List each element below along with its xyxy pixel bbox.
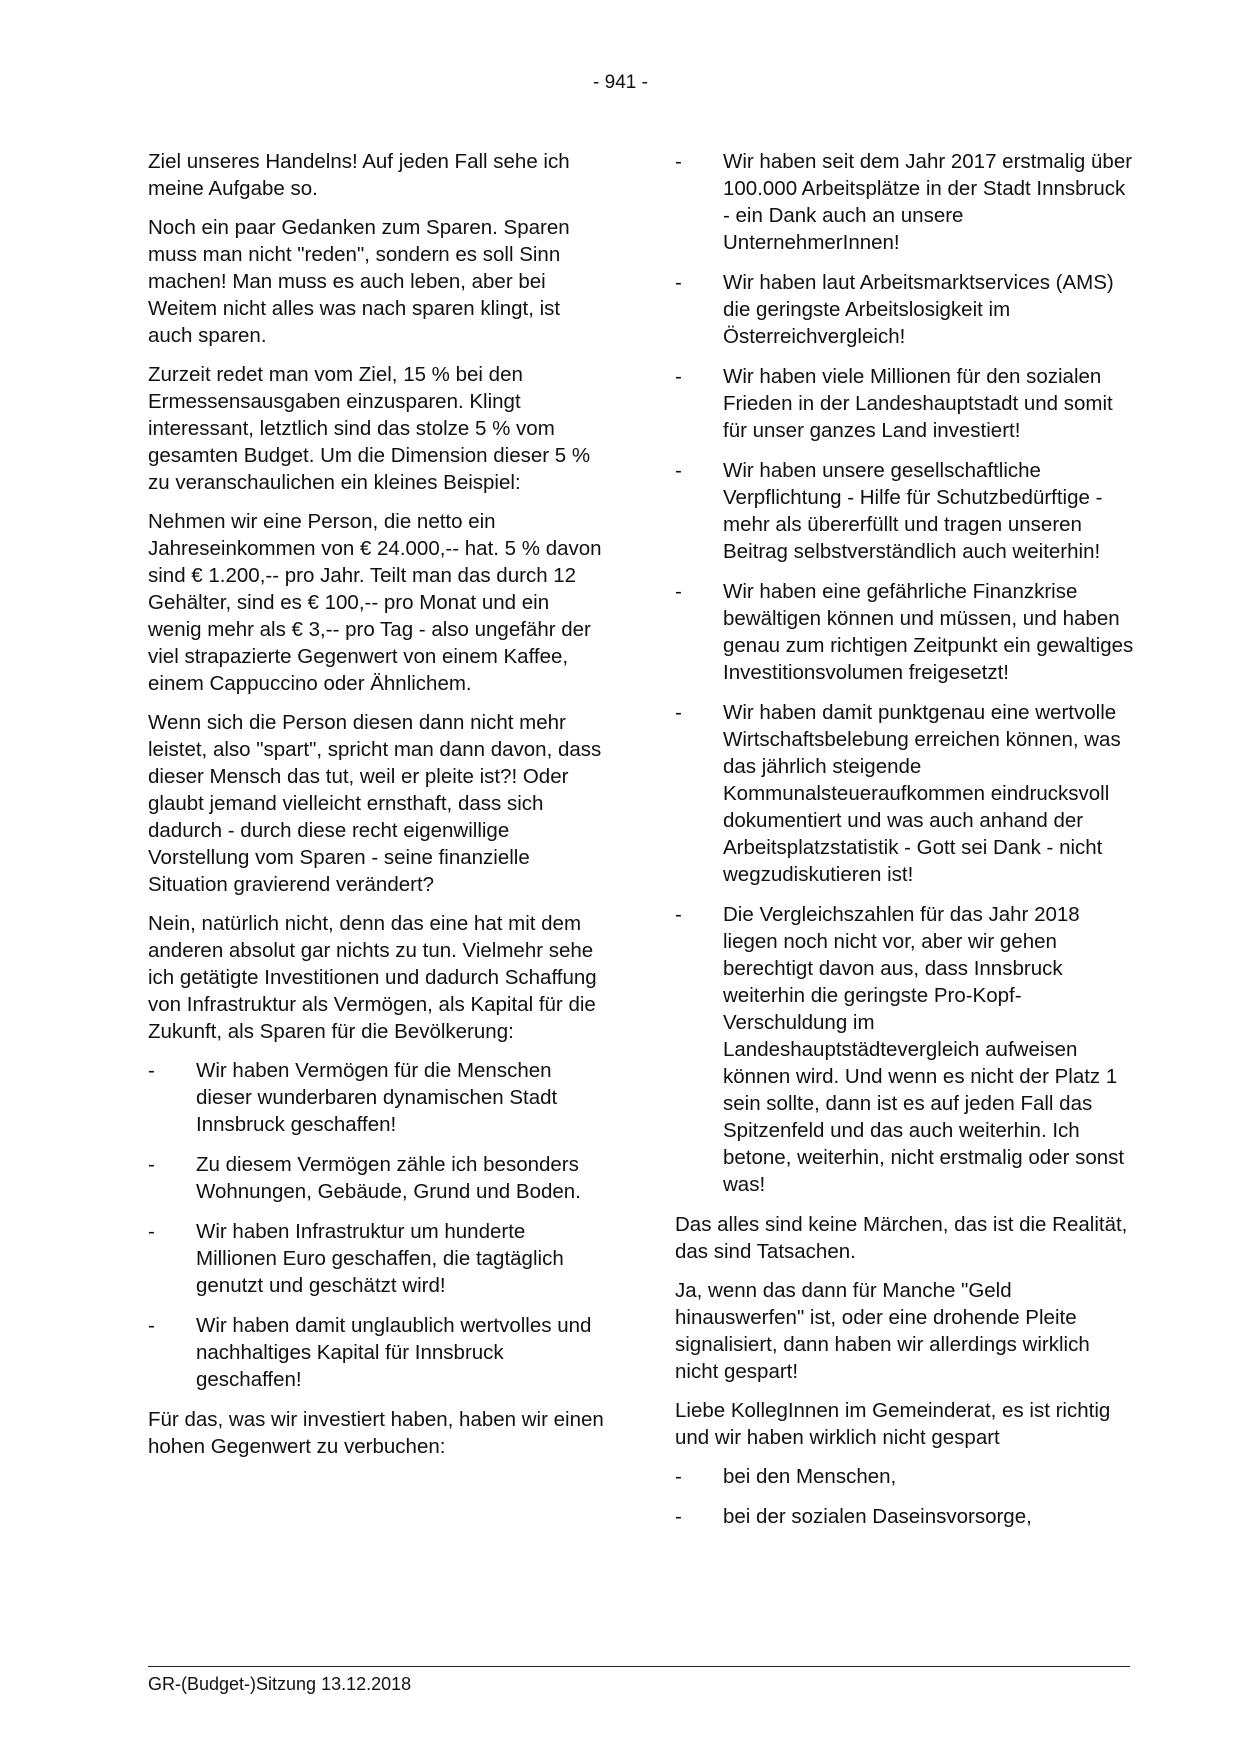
list-item bbox=[675, 1503, 1135, 1530]
footer-divider bbox=[148, 1666, 1130, 1667]
list-item bbox=[675, 578, 1135, 686]
dash-marker: - bbox=[148, 1220, 155, 1243]
list-item-text: bei der sozialen Daseinsvorsorge, bbox=[723, 1505, 1032, 1528]
dash-marker: - bbox=[148, 1059, 155, 1082]
bullet-list bbox=[148, 1057, 608, 1393]
list-item-text: Die Vergleichszahlen für das Jahr 2018 liegen noch nicht vor, aber wir gehen berechtigt davon aus, dass Innsbruck weiterhin die geringste Pro-Kopf-Verschuldung im Landeshauptstädtevergleich aufweisen können wird. Und wenn es nicht der Platz 1 sein sollte, dann ist es auf jeden Fall das Spitzenfeld und das auch weiterhin. Ich betone, weiterhin, nicht erstmalig oder sonst was! bbox=[723, 903, 1125, 1196]
list-item-text: Wir haben viele Millionen für den sozialen Frieden in der Landeshauptstadt und somit für unser ganzes Land investiert! bbox=[723, 365, 1113, 442]
footer-text: GR-(Budget-)Sitzung 13.12.2018 bbox=[148, 1674, 412, 1694]
dash-marker: - bbox=[675, 1465, 682, 1488]
paragraph: Nein, natürlich nicht, denn das eine hat mit dem anderen absolut gar nichts zu tun. Vielmehr sehe ich getätigte Investitionen und dadurch Schaffung von Infrastruktur als Vermögen, als Kapital für die Zukunft, als Sparen für die Bevölkerung: bbox=[148, 912, 597, 1043]
list-item bbox=[675, 457, 1135, 565]
bullet-list bbox=[675, 1463, 1135, 1530]
dash-marker: - bbox=[675, 903, 682, 926]
list-item-text: Wir haben Infrastruktur um hunderte Millionen Euro geschaffen, die tagtäglich genutzt und geschätzt wird! bbox=[196, 1220, 564, 1297]
list-item bbox=[675, 363, 1135, 444]
list-item-text: Zu diesem Vermögen zähle ich besonders Wohnungen, Gebäude, Grund und Boden. bbox=[196, 1153, 581, 1203]
list-item bbox=[148, 1057, 608, 1138]
page-number: - 941 - bbox=[593, 72, 648, 93]
list-item-text: Wir haben damit unglaublich wertvolles und nachhaltiges Kapital für Innsbruck geschaffen! bbox=[196, 1314, 592, 1391]
bullet-list bbox=[675, 148, 1135, 1198]
list-item-text: bei den Menschen, bbox=[723, 1465, 897, 1488]
list-item-text: Wir haben damit punktgenau eine wertvolle Wirtschaftsbelebung erreichen können, was das jährlich steigende Kommunalsteueraufkommen eindrucksvoll dokumentiert und was auch anhand der Arbeitsplatzstatistik - Gott sei Dank - nicht wegzudiskutieren ist! bbox=[723, 701, 1121, 886]
paragraph: Liebe KollegInnen im Gemeinderat, es ist richtig und wir haben wirklich nicht gespart bbox=[675, 1399, 1111, 1449]
right-column bbox=[675, 148, 1135, 1543]
list-item-text: Wir haben laut Arbeitsmarktservices (AMS) die geringste Arbeitslosigkeit im Österreichvergleich! bbox=[723, 271, 1114, 348]
list-item bbox=[675, 269, 1135, 350]
list-item bbox=[675, 1463, 1135, 1490]
paragraph: Ja, wenn das dann für Manche "Geld hinauswerfen" ist, oder eine drohende Pleite signalisiert, dann haben wir allerdings wirklich nicht gespart! bbox=[675, 1279, 1090, 1383]
paragraph: Nehmen wir eine Person, die netto ein Jahreseinkommen von € 24.000,-- hat. 5 % davon sind € 1.200,-- pro Jahr. Teilt man das durch 12 Gehälter, sind es € 100,-- pro Monat und ein wenig mehr als € 3,-- pro Tag - also ungefähr der viel strapazierte Gegenwert von einem Kaffee, einem Cappuccino oder Ähnlichem. bbox=[148, 510, 602, 695]
left-column bbox=[148, 148, 608, 1472]
paragraph: Wenn sich die Person diesen dann nicht mehr leistet, also "spart", spricht man dann davon, dass dieser Mensch das tut, weil er pleite ist?! Oder glaubt jemand vielleicht ernsthaft, dass sich dadurch - durch diese recht eigenwillige Vorstellung vom Sparen - seine finanzielle Situation gravierend verändert? bbox=[148, 711, 602, 896]
list-item bbox=[675, 148, 1135, 256]
paragraph: Ziel unseres Handelns! Auf jeden Fall sehe ich meine Aufgabe so. bbox=[148, 150, 570, 200]
dash-marker: - bbox=[148, 1153, 155, 1176]
list-item bbox=[148, 1218, 608, 1299]
paragraph: Für das, was wir investiert haben, haben wir einen hohen Gegenwert zu verbuchen: bbox=[148, 1408, 604, 1458]
dash-marker: - bbox=[675, 459, 682, 482]
list-item bbox=[148, 1312, 608, 1393]
dash-marker: - bbox=[675, 1505, 682, 1528]
list-item-text: Wir haben seit dem Jahr 2017 erstmalig über 100.000 Arbeitsplätze in der Stadt Innsbruck - ein Dank auch an unsere UnternehmerInnen! bbox=[723, 150, 1133, 254]
list-item-text: Wir haben eine gefährliche Finanzkrise bewältigen können und müssen, und haben genau zum richtigen Zeitpunkt ein gewaltiges Investitionsvolumen freigesetzt! bbox=[723, 580, 1134, 684]
paragraph: Das alles sind keine Märchen, das ist die Realität, das sind Tatsachen. bbox=[675, 1213, 1128, 1263]
dash-marker: - bbox=[675, 150, 682, 173]
dash-marker: - bbox=[675, 580, 682, 603]
paragraph: Zurzeit redet man vom Ziel, 15 % bei den Ermessensausgaben einzusparen. Klingt interessant, letztlich sind das stolze 5 % vom gesamten Budget. Um die Dimension dieser 5 % zu veranschaulichen ein kleines Beispiel: bbox=[148, 363, 591, 494]
dash-marker: - bbox=[675, 271, 682, 294]
dash-marker: - bbox=[675, 365, 682, 388]
list-item-text: Wir haben Vermögen für die Menschen dieser wunderbaren dynamischen Stadt Innsbruck geschaffen! bbox=[196, 1059, 558, 1136]
list-item-text: Wir haben unsere gesellschaftliche Verpflichtung - Hilfe für Schutzbedürftige - mehr als übererfüllt und tragen unseren Beitrag selbstverständlich auch weiterhin! bbox=[723, 459, 1103, 563]
dash-marker: - bbox=[148, 1314, 155, 1337]
paragraph: Noch ein paar Gedanken zum Sparen. Sparen muss man nicht "reden", sondern es soll Sinn machen! Man muss es auch leben, aber bei Weitem nicht alles was nach sparen klingt, ist auch sparen. bbox=[148, 216, 570, 347]
list-item bbox=[675, 901, 1135, 1198]
list-item bbox=[675, 699, 1135, 888]
list-item bbox=[148, 1151, 608, 1205]
dash-marker: - bbox=[675, 701, 682, 724]
